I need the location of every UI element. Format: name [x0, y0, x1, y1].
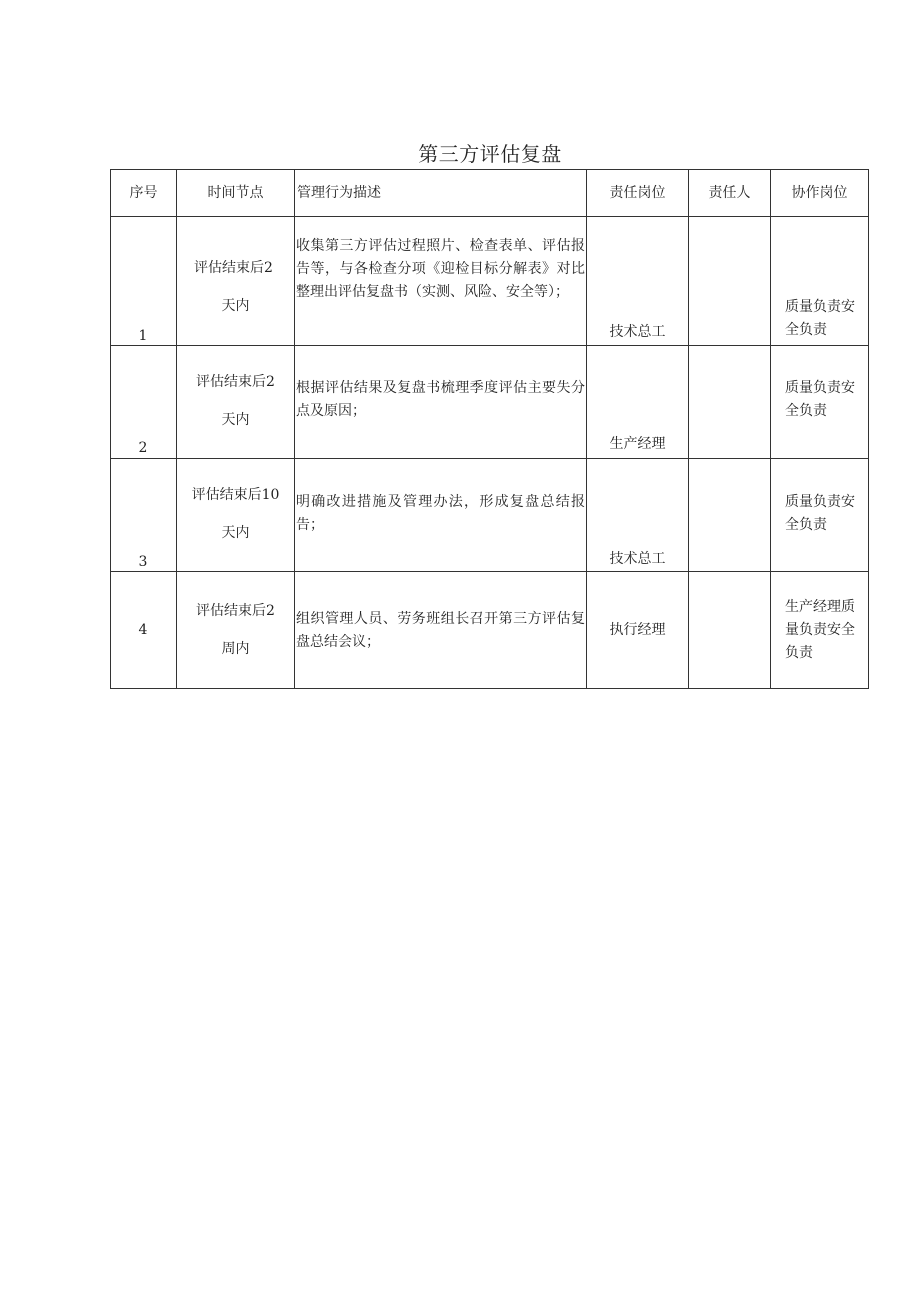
- description-text: 根据评估结果及复盘书梳理季度评估主要失分点及原因；: [296, 380, 585, 419]
- header-index: 序号: [111, 170, 177, 217]
- time-line-1: 评估结束后2: [196, 374, 275, 390]
- cooperation-text: 质量负责安全负责: [785, 299, 855, 338]
- cell-time: [177, 572, 295, 689]
- cell-index: [111, 572, 177, 689]
- cell-cooperation: [771, 572, 869, 689]
- cell-person: [689, 346, 771, 459]
- cell-description: [295, 346, 587, 459]
- time-line-1: 评估结束后10: [191, 487, 280, 503]
- table-row: [111, 217, 869, 346]
- cell-cooperation: [771, 217, 869, 346]
- cell-person: [689, 459, 771, 572]
- cell-index: [111, 217, 177, 346]
- time-line-1: 评估结束后2: [194, 260, 273, 276]
- cooperation-text: 生产经理质量负责安全负责: [785, 599, 855, 661]
- row-index: 3: [138, 554, 148, 570]
- cell-person: [689, 572, 771, 689]
- cell-description: [295, 572, 587, 689]
- row-index: 1: [138, 328, 148, 344]
- cell-cooperation: [771, 459, 869, 572]
- header-description: 管理行为描述: [295, 170, 587, 217]
- cell-position: [587, 572, 689, 689]
- header-cooperation: 协作岗位: [771, 170, 869, 217]
- row-index: 4: [138, 622, 148, 638]
- time-line-1: 评估结束后2: [196, 603, 275, 619]
- row-index: 2: [138, 440, 148, 456]
- position-text: 执行经理: [609, 622, 666, 638]
- cell-time: [177, 459, 295, 572]
- cell-description: [295, 217, 587, 346]
- cell-index: [111, 459, 177, 572]
- header-time: 时间节点: [177, 170, 295, 217]
- cooperation-text: 质量负责安全负责: [785, 494, 855, 533]
- cooperation-text: 质量负责安全负责: [785, 380, 855, 419]
- cell-time: [177, 346, 295, 459]
- time-line-2: 天内: [221, 525, 250, 541]
- description-text: 收集第三方评估过程照片、检查表单、评估报告等，与各检查分项《迎检目标分解表》对比整理出评估复盘书（实测、风险、安全等）；: [296, 238, 585, 300]
- table-header-row: [111, 170, 869, 217]
- cell-position: [587, 346, 689, 459]
- description-text: 明确改进措施及管理办法，形成复盘总结报告；: [296, 494, 585, 533]
- cell-position: [587, 459, 689, 572]
- cell-position: [587, 217, 689, 346]
- time-line-2: 天内: [221, 298, 250, 314]
- cell-person: [689, 217, 771, 346]
- header-person: 责任人: [689, 170, 771, 217]
- time-line-2: 周内: [221, 641, 250, 657]
- document-title: 第三方评估复盘: [418, 142, 562, 166]
- time-line-2: 天内: [221, 412, 250, 428]
- cell-index: [111, 346, 177, 459]
- header-position: 责任岗位: [587, 170, 689, 217]
- cell-time: [177, 217, 295, 346]
- position-text: 技术总工: [609, 551, 666, 567]
- table-row: [111, 459, 869, 572]
- table-row: [111, 346, 869, 459]
- evaluation-review-table: [110, 169, 869, 689]
- table-row: [111, 572, 869, 689]
- cell-description: [295, 459, 587, 572]
- description-text: 组织管理人员、劳务班组长召开第三方评估复盘总结会议；: [296, 611, 585, 650]
- cell-cooperation: [771, 346, 869, 459]
- position-text: 生产经理: [609, 436, 666, 452]
- position-text: 技术总工: [609, 324, 666, 340]
